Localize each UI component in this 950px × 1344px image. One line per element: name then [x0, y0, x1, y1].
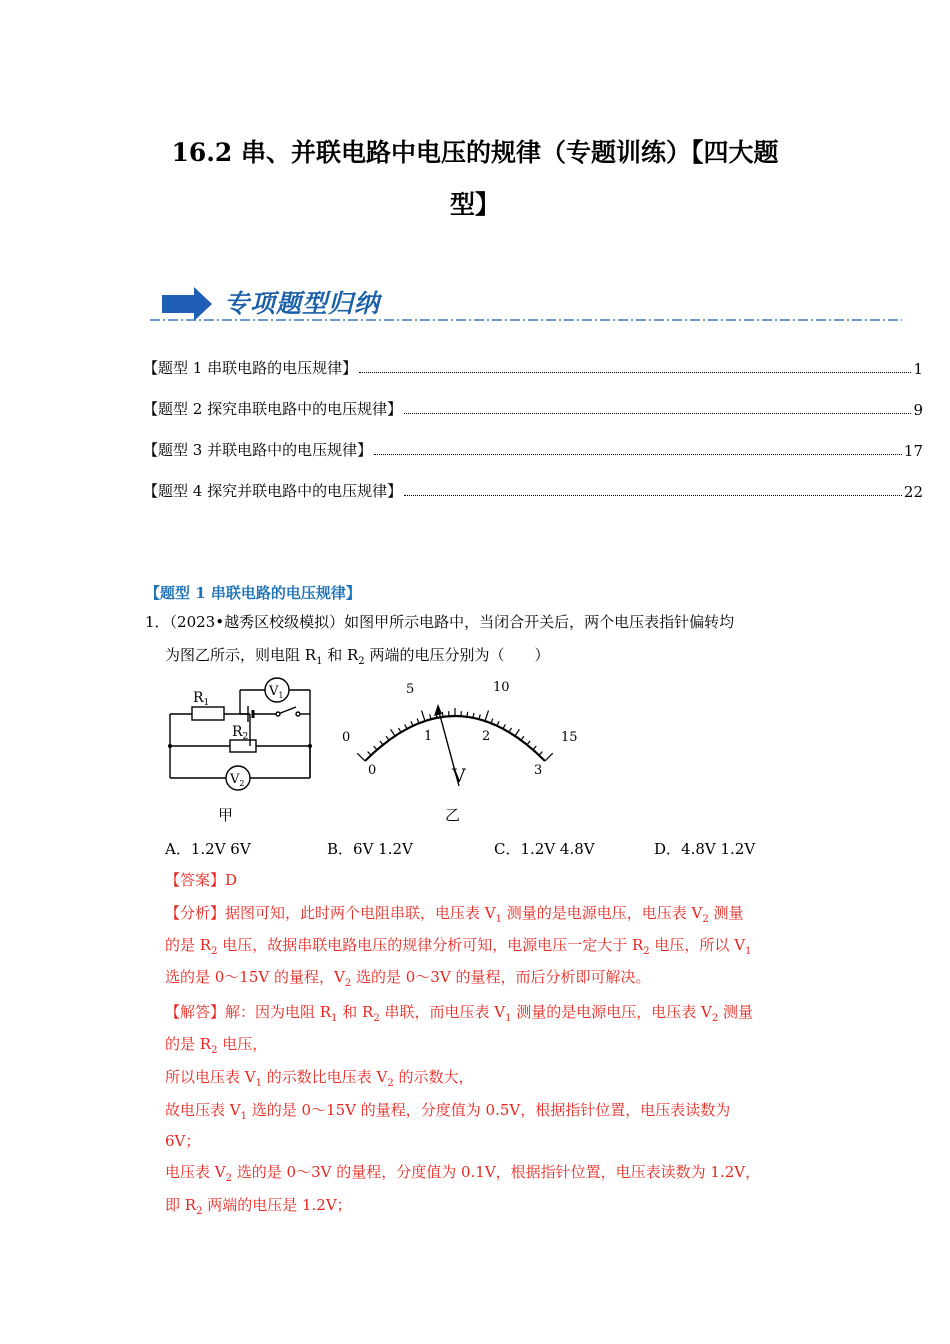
text: 即 R [165, 1196, 197, 1214]
text: 的是 R [165, 936, 212, 954]
option-a[interactable]: A．1.2V 6V [165, 840, 251, 858]
svg-text:V1 [268, 684, 283, 700]
text: 选的是 0～15V 的量程，分度值为 0.5V，根据指针位置，电压表读数为 [246, 1101, 731, 1119]
subscript: 2 [373, 1013, 380, 1024]
question-text: 和 R [322, 646, 359, 664]
subscript: 1 [745, 946, 752, 957]
answer-label: 【答案】 [165, 871, 226, 889]
page-title-line-2: 型】 [449, 190, 500, 219]
toc-entry[interactable] [143, 397, 923, 419]
resistor-r1 [192, 707, 224, 720]
circuit-caption: 甲 [218, 806, 234, 824]
dial-tick [357, 753, 365, 761]
subscript: 1 [240, 1111, 247, 1122]
scale-label: 3 [534, 763, 543, 778]
subscript: 1 [495, 914, 502, 925]
solution-line [165, 1194, 352, 1217]
subscript: 2 [702, 914, 709, 925]
subscript: 2 [643, 946, 650, 957]
subscript: 2 [211, 946, 218, 957]
analysis-line [165, 966, 650, 989]
text: 的示数大， [393, 1068, 474, 1086]
answer-line [165, 869, 237, 890]
subscript: 1 [255, 1078, 262, 1089]
text: 电压， [217, 1035, 268, 1053]
toc-entry[interactable] [143, 438, 923, 460]
solution-line [165, 1099, 730, 1122]
dial-tick [515, 729, 519, 736]
text: 故电压表 V [165, 1101, 241, 1119]
text: 测量的是电源电压，电压表 V [511, 1003, 712, 1021]
text: 电压，故据串联电路电压的规律分析可知，电源电压一定大于 R [217, 936, 644, 954]
text: 和 R [337, 1003, 374, 1021]
toc-leader [359, 372, 911, 373]
toc-entry[interactable] [143, 479, 923, 501]
switch [278, 707, 296, 714]
analysis-line [165, 934, 751, 957]
option-c[interactable]: C．1.2V 4.8V [494, 840, 595, 858]
toc-page: 1 [913, 360, 923, 378]
text: 选的是 0～3V 的量程，而后分析即可解决。 [351, 968, 651, 986]
subscript: 2 [242, 732, 249, 742]
banner-title: 专项题型归纳 [224, 289, 381, 318]
text: 据图可知，此时两个电阻串联，电压表 V [225, 904, 496, 922]
question-line-2 [165, 644, 549, 667]
text: 串联，而电压表 V [379, 1003, 506, 1021]
dial-tick [485, 711, 488, 721]
toc-entry[interactable] [143, 356, 923, 378]
subscript: 2 [239, 779, 245, 788]
text: 测量 [718, 1003, 753, 1021]
scale-label: 2 [482, 729, 491, 744]
toc-page: 22 [903, 483, 923, 501]
toc-label: 【题型 1 串联电路的电压规律】 [143, 359, 358, 377]
question-text: （2023•越秀区校级模拟）如图甲所示电路中，当闭合开关后，两个电压表指针偏转均 [169, 613, 735, 631]
svg-text:R1 [193, 690, 209, 708]
voltmeter-dial [335, 676, 585, 826]
analysis-line [165, 902, 744, 925]
subscript: 2 [196, 1206, 203, 1217]
solution-line [165, 1161, 760, 1184]
svg-text:R2 [232, 724, 248, 742]
toc-label: 【题型 3 并联电路中的电压规律】 [143, 441, 373, 459]
scale-label: 1 [424, 729, 433, 744]
scale-label: 0 [368, 763, 377, 778]
question-text: 为图乙所示，则电阻 R [165, 646, 317, 664]
label-r2: R [232, 724, 243, 740]
question-line-1 [145, 611, 734, 632]
subscript: 2 [211, 1045, 218, 1056]
text: 选的是 0～15V 的量程，V [165, 968, 345, 986]
text: 的是 R [165, 1035, 212, 1053]
text: 所以电压表 V [165, 1068, 256, 1086]
circuit-diagram [160, 676, 330, 826]
toc-leader [404, 495, 902, 496]
subscript: 2 [711, 1013, 719, 1024]
svg-text:V2 [229, 772, 244, 788]
option-b[interactable]: B．6V 1.2V [327, 840, 413, 858]
text: 解：因为电阻 R [225, 1003, 332, 1021]
text: 电压表 V [165, 1163, 226, 1181]
toc-label: 【题型 2 探究串联电路中的电压规律】 [143, 400, 403, 418]
text: 电压，所以 V [649, 936, 746, 954]
toc-label: 【题型 4 探究并联电路中的电压规律】 [143, 482, 403, 500]
unit-label: V [452, 765, 466, 787]
question-number: 1． [145, 613, 170, 631]
text: 6V； [165, 1132, 201, 1150]
text: 两端的电压是 1.2V； [202, 1196, 352, 1214]
toc-leader [374, 454, 902, 455]
page-title-line-1: 16.2 串、并联电路中电压的规律（专题训练）【四大题 [171, 138, 779, 167]
scale-label: 0 [342, 730, 351, 745]
text: 的示数比电压表 V [261, 1068, 388, 1086]
answer-value: D [225, 871, 238, 889]
pointer-tip [434, 704, 442, 716]
meter-caption: 乙 [445, 806, 461, 824]
subscript: 2 [358, 656, 365, 667]
scale-label: 15 [561, 730, 578, 745]
text: 选的是 0～3V 的量程，分度值为 0.1V，根据指针位置，电压表读数为 1.2V， [231, 1163, 761, 1181]
subscript: 2 [225, 1173, 232, 1184]
subscript: 2 [387, 1078, 394, 1089]
toc-page: 9 [913, 401, 923, 419]
option-d[interactable]: D．4.8V 1.2V [654, 840, 756, 858]
toc-leader [404, 413, 911, 414]
question-text: 两端的电压分别为（ ） [364, 646, 550, 664]
subscript: 1 [331, 1013, 338, 1024]
solution-line [165, 1066, 474, 1089]
section-heading: 【题型 1 串联电路的电压规律】 [145, 584, 361, 602]
subscript: 1 [278, 691, 284, 700]
subscript: 1 [505, 1013, 512, 1024]
text: 测量 [708, 904, 744, 922]
label-v2: V [230, 772, 240, 787]
solution-line [165, 1130, 200, 1151]
solution-label: 【解答】 [165, 1003, 226, 1021]
scale-label: 10 [493, 680, 510, 695]
text: 测量的是电源电压，电压表 V [502, 904, 703, 922]
label-r1: R [193, 690, 204, 706]
subscript: 2 [344, 978, 352, 989]
solution-line [165, 1033, 267, 1056]
toc-page: 17 [903, 442, 923, 460]
dial-tick [391, 729, 395, 736]
dial-tick [422, 711, 425, 721]
subscript: 1 [316, 656, 323, 667]
arrow-right-icon [162, 287, 212, 321]
scale-label: 5 [406, 682, 415, 697]
analysis-label: 【分析】 [165, 904, 226, 922]
solution-line [165, 1001, 753, 1024]
label-v1: V [269, 684, 279, 699]
dial-tick [545, 753, 553, 761]
subscript: 1 [203, 698, 210, 708]
